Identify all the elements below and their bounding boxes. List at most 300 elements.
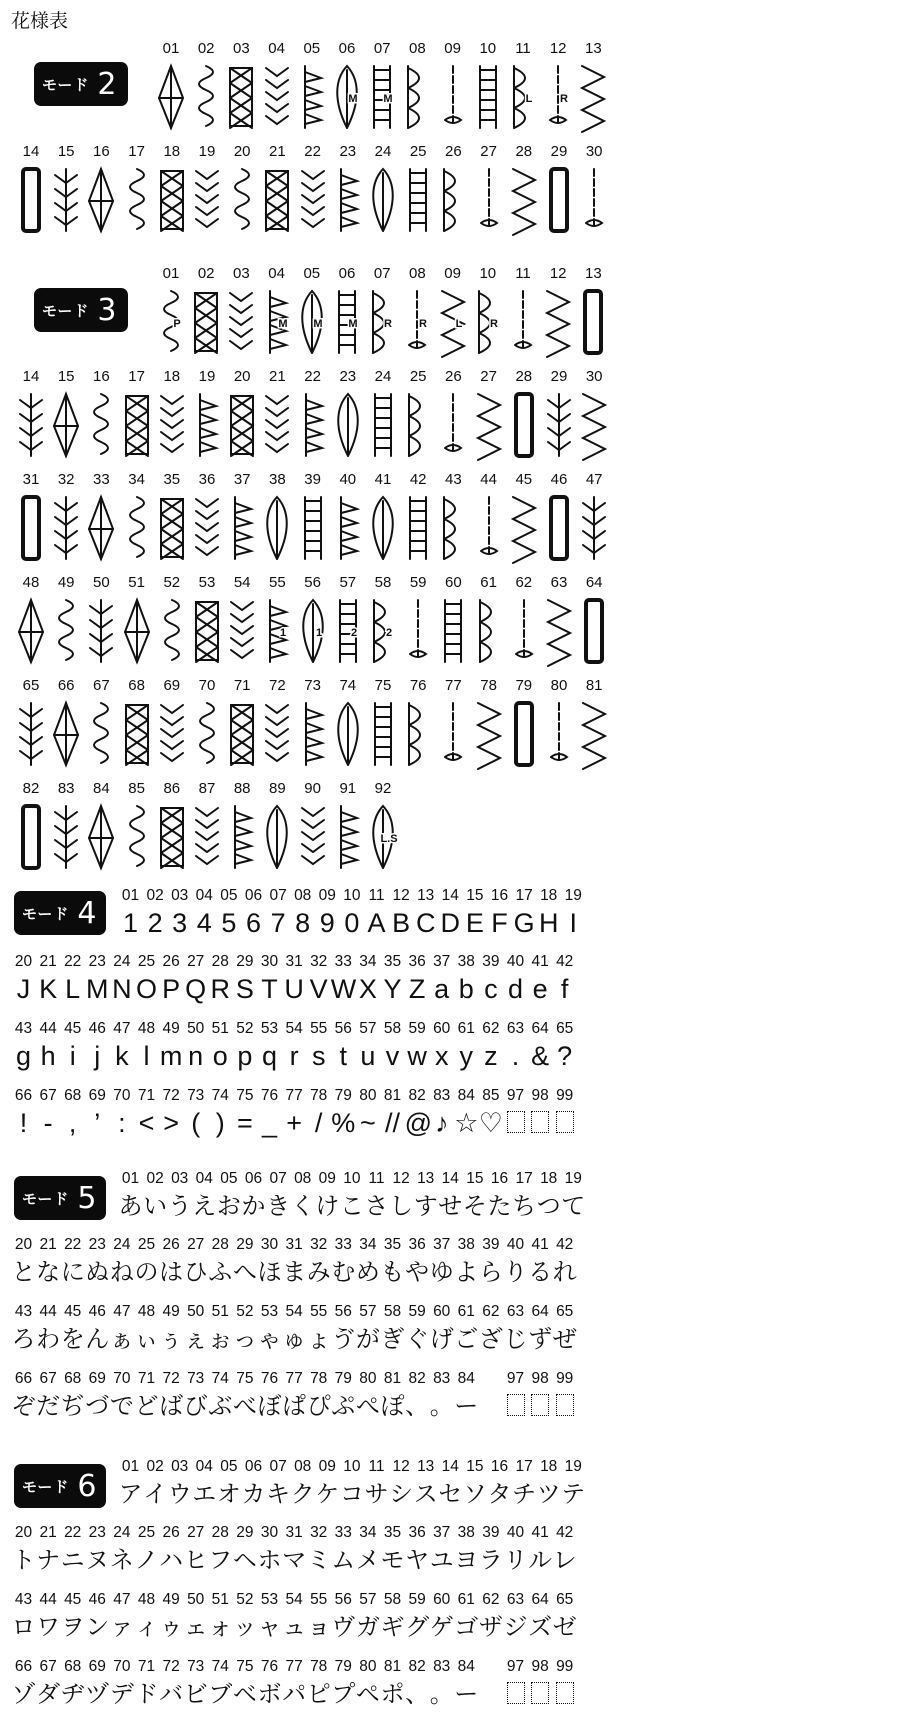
pattern-character: ウ [167,1480,192,1508]
character-pattern [429,1368,454,1422]
stitch-pattern [122,677,152,777]
pattern-character: コ [339,1480,364,1508]
stitch-pattern [262,40,292,140]
character-pattern [487,885,512,939]
character-pattern [109,1234,134,1288]
stitch-icon [403,699,433,773]
pattern-number: 62 [482,1591,500,1608]
stitch-icon [227,493,257,567]
pattern-character: ひ [183,1258,208,1286]
pattern-number: 19 [198,368,216,385]
character-pattern [306,1589,331,1643]
character-pattern [536,1168,561,1222]
pattern-character: ー [454,1392,479,1420]
stitch-icon [543,62,573,136]
pattern-character: を [60,1325,85,1353]
pattern-number: 33 [334,953,352,970]
stitch-icon [474,165,504,239]
dotted-box-icon [556,1111,574,1133]
pattern-number: 59 [409,574,427,591]
stitch-icon [509,165,539,239]
character-pattern [355,1589,380,1643]
pattern-character: u [360,1041,376,1071]
pattern-character: プ [331,1680,356,1708]
pattern-character: n [188,1041,204,1071]
pattern-character: ぃ [134,1325,159,1353]
character-pattern [478,1301,503,1355]
character-pattern [380,1085,405,1139]
pattern-number: 36 [408,1236,426,1253]
stitch-pattern [438,574,468,674]
pattern-number: 52 [163,574,181,591]
pattern-number: 46 [88,1591,106,1608]
stitch-pattern [16,780,46,880]
pattern-character: モ [380,1546,405,1574]
pattern-character: サ [364,1480,389,1508]
pattern-number: 30 [585,143,603,160]
pattern-character: @ [404,1108,433,1138]
pattern-number: 01 [121,887,140,904]
pattern-number: 07 [269,887,287,904]
pattern-number: 81 [585,677,603,694]
stitch-icon [191,62,221,136]
stitch-icon [156,62,186,136]
pattern-character: わ [36,1325,61,1353]
pattern-number: 69 [88,1087,106,1104]
pattern-character: ュ [282,1613,307,1641]
character-pattern [561,1168,586,1222]
character-pattern [503,1656,528,1704]
pattern-number: 40 [339,471,357,488]
mode6-badge [14,1464,106,1508]
character-pattern [109,1301,134,1355]
pattern-number: 70 [198,677,216,694]
stitch-icon [86,390,116,464]
pattern-character: V [309,974,328,1004]
pattern-number: 01 [121,1458,140,1475]
stitch-pattern [157,677,187,777]
pattern-character: a [434,974,450,1004]
pattern-number: 34 [359,1236,377,1253]
pattern-character: . [511,1041,520,1071]
pattern-character: み [306,1258,331,1286]
character-pattern [552,1368,577,1416]
pattern-character: r [289,1041,299,1071]
stitch-pattern [509,368,539,468]
pattern-character: ヘ [232,1546,257,1574]
pattern-number: 29 [236,1236,254,1253]
pattern-character: ヒ [183,1546,208,1574]
pattern-character: さ [364,1192,389,1220]
pattern-number: 15 [466,1458,484,1475]
stitch-pattern [474,677,504,777]
pattern-character: y [459,1041,474,1071]
pattern-character: ぉ [208,1325,233,1353]
pattern-number: 64 [531,1020,549,1037]
pattern-number: 05 [303,265,321,282]
pattern-number: 65 [556,1303,574,1320]
pattern-character: ぽ [380,1392,405,1420]
character-pattern [167,885,192,939]
stitch-pattern [543,265,573,365]
character-pattern [429,1522,454,1576]
stitch-icon [474,493,504,567]
character-pattern [208,1018,233,1072]
stitch-pattern [368,574,398,674]
pattern-number: 17 [128,143,145,160]
character-pattern [143,885,168,939]
stitch-pattern [192,780,222,880]
pattern-character: タ [487,1480,512,1508]
stitch-pattern [403,143,433,243]
pattern-character: ラ [478,1546,503,1574]
stitch-icon [298,390,328,464]
pattern-character: ち [512,1192,537,1220]
pattern-character: ヌ [85,1546,110,1574]
stitch-icon [86,802,116,876]
character-pattern [454,1656,479,1710]
pattern-number: 41 [531,953,549,970]
pattern-number: 43 [14,1020,33,1037]
pattern-character: ギ [380,1613,405,1641]
pattern-number: 25 [137,1524,156,1541]
stitch-pattern [298,143,328,243]
pattern-number: 70 [113,1087,131,1104]
stitch-icon [333,165,363,239]
pattern-number: 77 [285,1370,303,1387]
pattern-number: 28 [211,953,229,970]
pattern-number: 40 [506,1236,525,1253]
character-pattern [380,951,405,1005]
stitch-pattern [544,368,574,468]
stitch-icon [157,802,187,876]
pattern-character: ん [85,1325,110,1353]
stitch-mark: M [348,93,358,105]
character-pattern [85,1656,110,1710]
stitch-icon [473,62,503,136]
pattern-number: 35 [383,1524,402,1541]
pattern-character: こ [339,1192,364,1220]
pattern-number: 46 [88,1303,106,1320]
stitch-pattern [86,574,116,674]
pattern-number: 79 [334,1087,352,1104]
stitch-pattern [368,143,398,243]
pattern-number: 64 [531,1591,549,1608]
pattern-number: 50 [187,1020,205,1037]
pattern-number: 05 [220,887,238,904]
character-pattern [405,1656,430,1710]
character-pattern [290,885,315,939]
stitch-icon [51,165,81,239]
character-pattern [429,1589,454,1643]
pattern-number: 01 [162,40,180,57]
character-pattern [208,1589,233,1643]
pattern-number: 73 [304,677,321,694]
stitch-icon [192,699,222,773]
character-pattern [208,1368,233,1422]
character-pattern [266,1168,291,1222]
pattern-number: 85 [482,1087,500,1104]
character-pattern [331,1301,356,1355]
character-pattern [429,1234,454,1288]
character-pattern [183,1234,208,1288]
character-pattern [183,1368,208,1422]
stitch-icon [86,165,116,239]
pattern-character: メ [355,1546,380,1574]
stitch-icon [403,390,433,464]
stitch-icon [226,62,256,136]
stitch-icon [578,287,608,361]
pattern-character: お [216,1192,241,1220]
pattern-number: 22 [64,1524,82,1541]
stitch-mark: R [560,93,569,105]
pattern-number: 18 [540,1458,558,1475]
stitch-pattern [157,780,187,880]
pattern-number: 59 [408,1591,426,1608]
pattern-number: 66 [14,1087,33,1104]
stitch-icon [544,493,574,567]
character-pattern [454,1085,479,1139]
character-pattern [478,1234,503,1288]
character-pattern [183,1589,208,1643]
character-pattern [232,1656,257,1710]
character-pattern [11,1368,36,1422]
pattern-number: 29 [236,1524,254,1541]
pattern-character: ら [478,1258,503,1286]
pattern-number: 14 [22,143,40,160]
pattern-number: 82 [408,1658,426,1675]
pattern-character: ズ [528,1613,553,1641]
stitch-icon [157,596,187,670]
pattern-number: 52 [236,1303,254,1320]
pattern-character: ァ [109,1613,134,1641]
pattern-character: H [538,908,559,938]
pattern-number: 29 [236,953,254,970]
pattern-character: テ [561,1480,586,1508]
stitch-icon [438,699,468,773]
pattern-number: 72 [162,1087,180,1104]
character-pattern [380,1234,405,1288]
stitch-icon [122,802,152,876]
pattern-number: 13 [417,1458,435,1475]
stitch-mark: P [173,318,181,330]
pattern-number: 47 [585,471,603,488]
stitch-pattern [192,368,222,468]
pattern-number: 78 [480,677,497,694]
character-pattern [413,885,438,939]
character-pattern [241,1456,266,1510]
pattern-character: は [159,1258,184,1286]
character-pattern [60,1085,85,1139]
pattern-number: 42 [556,953,574,970]
character-pattern [478,1018,503,1072]
pattern-character: せ [438,1192,463,1220]
pattern-number: 27 [480,143,497,160]
pattern-character: ス [413,1480,438,1508]
stitch-icon [262,62,292,136]
character-pattern [36,1589,61,1643]
pattern-character: り [503,1258,528,1286]
character-pattern [159,1085,184,1139]
pattern-number: 28 [211,1236,229,1253]
pattern-character: ゥ [159,1613,184,1641]
stitch-icon [578,62,608,136]
pattern-character: づ [85,1392,110,1420]
pattern-number: 31 [285,1524,303,1541]
pattern-number: 72 [162,1658,180,1675]
stitch-icon [403,493,433,567]
pattern-number: 04 [195,1458,213,1475]
pattern-number: 01 [162,265,180,282]
stitch-icon [333,390,363,464]
pattern-character: v [385,1041,400,1071]
pattern-character: ヅ [85,1680,110,1708]
pattern-number: 23 [339,368,357,385]
stitch-pattern [192,574,222,674]
character-pattern [159,951,184,1005]
stitch-pattern [16,677,46,777]
character-pattern [109,1368,134,1422]
character-pattern [282,1589,307,1643]
stitch-icon [51,493,81,567]
pattern-number: 46 [550,471,568,488]
pattern-number: 03 [171,1170,189,1187]
pattern-number: 78 [310,1087,328,1104]
pattern-number: 74 [211,1370,229,1387]
character-pattern [454,951,479,1005]
pattern-number: 02 [197,40,215,57]
pattern-number: 09 [318,1458,336,1475]
stitch-pattern [473,265,503,365]
pattern-number: 03 [171,1458,189,1475]
stitch-icon [16,596,46,670]
pattern-character: _ [261,1108,278,1138]
character-pattern [429,1018,454,1072]
character-pattern [503,1085,528,1133]
pattern-number: 37 [233,471,251,488]
pattern-number: 65 [22,677,40,694]
pattern-character: s [311,1041,326,1071]
pattern-number: 11 [368,1458,385,1475]
pattern-number: 70 [113,1370,131,1387]
pattern-number: 37 [433,953,451,970]
pattern-character: ほ [257,1258,282,1286]
pattern-number: 41 [531,1524,549,1541]
pattern-number: 61 [457,1020,475,1037]
pattern-number: 83 [433,1370,451,1387]
character-pattern [438,1456,463,1510]
character-pattern [528,1234,553,1288]
stitch-pattern [86,471,116,571]
pattern-character: が [355,1325,380,1353]
pattern-character: 4 [196,908,212,938]
stitch-icon [16,493,46,567]
pattern-number: 15 [466,887,484,904]
character-pattern [266,885,291,939]
pattern-number: 48 [137,1020,156,1037]
pattern-number: 99 [556,1658,574,1675]
stitch-icon [51,596,81,670]
stitch-pattern [509,471,539,571]
stitch-icon [86,596,116,670]
character-pattern [159,1368,184,1422]
pattern-number: 54 [285,1020,303,1037]
pattern-character: I [569,908,578,938]
stitch-pattern [192,677,222,777]
character-pattern [552,951,577,1005]
pattern-number: 62 [515,574,533,591]
character-pattern [118,1168,143,1222]
pattern-character: ’ [94,1108,101,1138]
pattern-number: 05 [220,1458,238,1475]
character-pattern [331,1085,356,1139]
character-pattern [339,885,364,939]
character-pattern [454,1018,479,1072]
pattern-number: 99 [556,1370,574,1387]
pattern-character: す [413,1192,438,1220]
stitch-icon [157,390,187,464]
character-pattern [60,951,85,1005]
character-pattern [257,1522,282,1576]
character-pattern [159,1656,184,1710]
stitch-pattern [403,574,433,674]
character-pattern [216,1456,241,1510]
character-pattern [232,1085,257,1139]
pattern-number: 18 [540,887,558,904]
pattern-character: ヂ [60,1680,85,1708]
character-pattern [462,1456,487,1510]
pattern-character: に [60,1258,85,1286]
pattern-number: 44 [39,1020,57,1037]
pattern-character: つ [536,1192,561,1220]
pattern-character: q [261,1041,278,1071]
pattern-number: 14 [441,887,459,904]
character-pattern [36,1085,61,1139]
pattern-character: ノ [134,1546,159,1574]
pattern-character: ~ [360,1108,376,1138]
pattern-number: 19 [564,887,582,904]
mode-number: 3 [97,292,117,328]
pattern-character: E [465,908,484,938]
pattern-character: ゔ [331,1325,356,1353]
character-pattern [192,885,217,939]
mode3-badge [34,288,128,332]
stitch-icon [438,596,468,670]
character-pattern [331,1234,356,1288]
pattern-number: 26 [162,1236,180,1253]
stitch-icon [157,165,187,239]
pattern-character: + [286,1108,302,1138]
character-pattern [11,1589,36,1643]
character-pattern [429,1085,454,1139]
stitch-icon [579,390,609,464]
stitch-pattern [227,677,257,777]
stitch-pattern [474,368,504,468]
pattern-character: ペ [355,1680,380,1708]
pattern-number: 45 [64,1303,82,1320]
pattern-character: へ [232,1258,257,1286]
stitch-pattern [51,574,81,674]
stitch-pattern [16,574,46,674]
stitch-pattern [86,143,116,243]
stitch-pattern [402,265,432,365]
character-pattern [331,1522,356,1576]
pattern-character: ♪ [434,1108,449,1138]
pattern-number: 21 [269,143,286,160]
pattern-character: ト [11,1546,36,1574]
stitch-icon [508,287,538,361]
pattern-number: 50 [187,1591,205,1608]
